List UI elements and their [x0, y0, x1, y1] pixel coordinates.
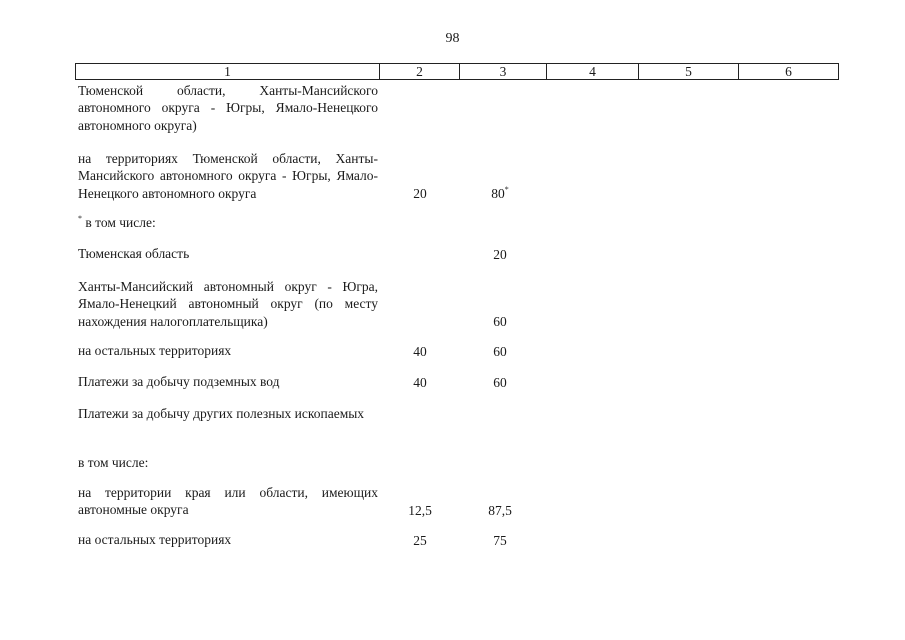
- table-row: [78, 82, 838, 134]
- row-value-col3: 80*: [491, 185, 509, 201]
- column-header-row: [76, 64, 839, 80]
- column-header-3: 3: [460, 64, 547, 80]
- table-row: [78, 454, 838, 472]
- row-label: в том числе:: [78, 455, 149, 470]
- row-label: на территориях Тюменской области, Ханты-Мансийского автономного округа - Югры, Ямало-Ненецкого автономного округа: [78, 151, 378, 201]
- row-label: Платежи за добычу других полезных ископаемых: [78, 406, 365, 421]
- row-value-col3: 75: [493, 533, 507, 548]
- row-value-col2: 40: [413, 344, 427, 359]
- column-header-6: 6: [739, 64, 839, 80]
- row-value-col3: 20: [493, 247, 507, 262]
- table-row: [78, 245, 838, 263]
- table-row: [78, 405, 838, 440]
- row-value-col2: 20: [413, 186, 427, 201]
- row-value-col3: 60: [493, 314, 507, 329]
- table-row: [78, 342, 838, 360]
- column-header-5: 5: [639, 64, 739, 80]
- column-header-2: 2: [380, 64, 460, 80]
- page-number: 98: [445, 31, 460, 46]
- row-label: * в том числе:: [78, 214, 156, 230]
- row-value-col3: 60: [493, 344, 507, 359]
- table-row: [78, 214, 838, 232]
- table-row: [78, 278, 838, 330]
- table-row: [78, 531, 838, 549]
- column-header-table: [75, 63, 839, 80]
- table-row: [78, 373, 838, 391]
- row-label: на остальных территориях: [78, 532, 232, 547]
- footnote-marker: *: [504, 185, 509, 194]
- table-row: [78, 150, 838, 202]
- row-value-col2: 12,5: [408, 503, 432, 518]
- row-label: Платежи за добычу подземных вод: [78, 374, 280, 389]
- row-label: Ханты-Мансийский автономный округ - Югра, Ямало-Ненецкий автономный округ (по месту нахождения налогоплательщика): [78, 279, 378, 329]
- row-label: Тюменской области, Ханты-Мансийского автономного округа - Югры, Ямало-Ненецкого автономного округа): [78, 83, 378, 133]
- row-value-col2: 40: [413, 375, 427, 390]
- column-header-4: 4: [547, 64, 639, 80]
- row-label: на остальных территориях: [78, 343, 232, 358]
- column-header-1: 1: [76, 64, 380, 80]
- row-value-col3: 60: [493, 375, 507, 390]
- table-row: [78, 484, 838, 519]
- row-value-col3: 87,5: [488, 503, 512, 518]
- row-label: Тюменская область: [78, 246, 190, 261]
- row-value-col2: 25: [413, 533, 427, 548]
- footnote-marker: *: [78, 214, 82, 223]
- row-label: на территории края или области, имеющих автономные округа: [78, 485, 378, 518]
